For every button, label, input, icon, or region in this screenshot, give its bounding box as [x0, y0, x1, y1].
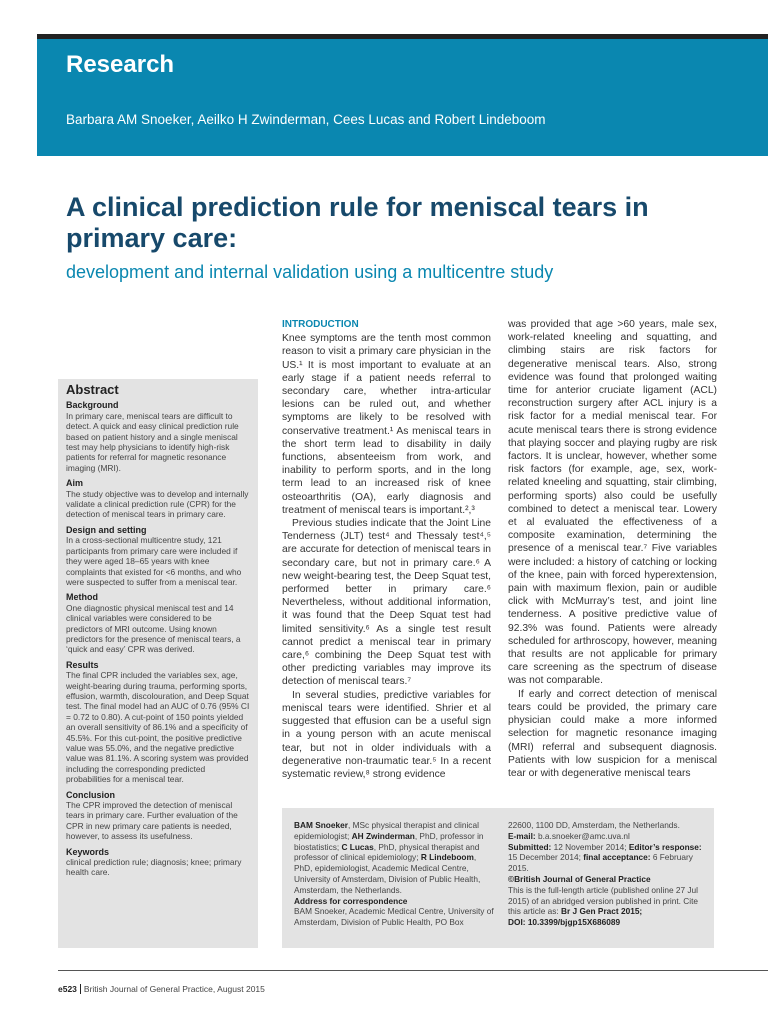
abstract-section-text: One diagnostic physical meniscal test and 14 clinical variables were considered to be predictors of MRI outcome. Using known predictors for the presence of meniscal tears, a ‘quick and easy’ CPR was derived.: [66, 602, 241, 655]
abstract-section-heading: Background: [66, 400, 119, 411]
abstract-section-text: The study objective was to develop and internally validate a clinical prediction rule (CPR) for the detection of meniscal tears in primary care.: [66, 488, 249, 520]
copyright-line: ©British Journal of General Practice: [508, 873, 651, 884]
email-line: E-mail: b.a.snoeker@amc.uva.nl: [508, 830, 630, 841]
citation-line: This is the full-length article (published online 27 Jul 2015) of an abridged version published in print. Cite this article as: Br J Gen Pract 2015;: [508, 884, 699, 917]
abstract-section-heading: Design and setting: [66, 524, 147, 535]
abstract-section-text: In primary care, meniscal tears are difficult to detect. A quick and easy clinical prediction rule based on patient history and a single meniscal test may help physicians to identify high-risk patients for referral for magnetic resonance imaging (MRI).: [66, 410, 239, 473]
article-meta-column: [508, 820, 710, 928]
page-number: e523: [58, 984, 81, 994]
author-list: Barbara AM Snoeker, Aeilko H Zwinderman, Cees Lucas and Robert Lindeboom: [66, 112, 546, 127]
abstract-section: [66, 478, 250, 520]
abstract-section-text: The final CPR included the variables sex, age, weight-bearing during trauma, performing sports, effusion, warmth, discolouration, and Deep Squat test. The final model had an AUC of 0.76 (95% CI = 0.72 to 0.80). A cut-point of 150 points yielded an overall sensitivity of 86.1% and a specificity of 45.5%. For this cut-point, the positive predictive value was 55.0%, and the negative predictive value was 81.1%. A scoring system was provided including the corresponding predicted probabilities for a meniscal tear.: [66, 670, 250, 785]
body-paragraph: In several studies, predictive variables for meniscal tears were identified. Shrier et al suggested that effusion can be a useful sign in a young person with an acute meniscal tear, but not in older individuals with a degenerative non-traumatic tear.⁵ In a recent systematic review,⁸ strong evidence: [282, 689, 491, 780]
author-info-box: [282, 808, 714, 948]
body-paragraph: Previous studies indicate that the Joint Line Tenderness (JLT) test⁴ and Thessaly test⁴,⁵ are accurate for detection of meniscal tears in secondary care, but not in primary care.⁶ A new weight-bearing test, the Deep Squat test, performed better in primary care.⁶ Nevertheless, without additional information, it was found that the Deep Squat test had limited sensitivity.⁶ As a single test result cannot predict a meniscal tear in primary care,⁶ combining the Deep Squat test with other predicting variables may improve its detection of meniscal tears.⁷: [282, 518, 491, 688]
abstract-section: [66, 400, 250, 473]
abstract-section: [66, 847, 250, 878]
abstract-heading: Abstract: [66, 382, 119, 397]
article-title: A clinical prediction rule for meniscal tears in primary care:: [66, 192, 649, 253]
abstract-section-heading: Keywords: [66, 846, 110, 857]
page-footer: [58, 984, 265, 994]
abstract-box: [58, 379, 258, 948]
journal-name: British Journal of General Practice, August 2015: [83, 984, 265, 994]
body-paragraph: If early and correct detection of meniscal tears could be provided, the primary care physician could make a more informed selection for magnetic resonance imaging (MRI) referral and subsequent diagnosis. Patients with low suspicion for a meniscal tear or with degenerative meniscal tears: [508, 688, 717, 779]
section-label: Research: [66, 51, 175, 78]
correspondence-heading: Address for correspondence: [294, 895, 408, 906]
body-paragraph: was provided that age >60 years, male sex, work-related kneeling and squatting, and climbing stairs are risk factors for degenerative meniscal tears. Also, strong evidence was found that prolonged waiting time for anterior cruciate ligament (ACL) reconstruction surgery after ACL injury is a risk factor for a medial meniscal tear. For acute meniscal tears there is strong evidence that playing soccer and playing rugby are risk factors. It is unclear, however, whether some risk factors (for example, age, sex, work-related kneeling and squatting, stair climbing, performing sports) also could be usefully combined to detect a meniscal tear. Lowery et al evaluated the effectiveness of a composite examination, determining the presence of a meniscal tear.⁷ Five variables were included: a history of catching or locking of the knee, pain with forced hyperextension, pain with maximum flexion, pain or audible click with McMurray’s test, and joint line tenderness. A positive predictive value of 92.3% was found. Patients were already scheduled for arthroscopy, however, meaning that results are not applicable for primary care screening as the spectrum of disease was not comparable.: [508, 319, 717, 687]
body-column-2: [508, 318, 717, 780]
email-link[interactable]: b.a.snoeker@amc.uva.nl: [535, 830, 630, 841]
abstract-section: [66, 660, 250, 785]
footer-rule: [58, 970, 768, 971]
doi-link[interactable]: DOI: 10.3399/bjgp15X686089: [508, 917, 621, 928]
abstract-section-text: In a cross-sectional multicentre study, 121 participants from primary care were included if they were aged 18–65 years with knee complaints that existed for <6 months, and who were suspected to suffer from a meniscal tear.: [66, 535, 242, 587]
correspondence-address: BAM Snoeker, Academic Medical Centre, University of Amsterdam, Division of Public Health, PO Box: [294, 906, 494, 928]
body-column-1: [282, 318, 491, 781]
abstract-section: [66, 525, 250, 587]
address-continued: 22600, 1100 DD, Amsterdam, the Netherlands.: [508, 820, 680, 830]
affiliations: BAM Snoeker, MSc physical therapist and clinical epidemiologist; AH Zwinderman, PhD, professor in biostatistics; C Lucas, PhD, physical therapist and professor of clinical epidemiology; R Lindeboom, PhD, epidemiologist, Academic Medical Centre, University of Amsterdam, Division of Public Health, Amsterdam, the Netherlands.: [294, 820, 484, 895]
abstract-section-heading: Method: [66, 592, 98, 603]
abstract-section-heading: Aim: [66, 478, 84, 489]
dates-line: Submitted: 12 November 2014; Editor’s response: 15 December 2014; final acceptance: 6 February 2015.: [508, 841, 702, 874]
body-paragraph: Knee symptoms are the tenth most common reason to visit a primary care physician in the US.¹ It is most important to evaluate at an early stage if a patient needs referral to secondary care, whether intra-articular lesions can be ruled out, and whether symptoms are likely to be resolved with conservative treatment.¹ As meniscal tears in the short term lead to disability in daily functions, absenteeism from work, and inability to perform sports, and in the long term lead to an increased risk of knee osteoarthritis (OA), early diagnosis and treatment of meniscal tears is important.²,³: [282, 333, 491, 516]
abstract-section-heading: Results: [66, 659, 99, 670]
abstract-section: [66, 592, 250, 654]
section-banner: [37, 39, 768, 156]
abstract-section-text: The CPR improved the detection of meniscal tears in primary care. Further evaluation of the CPR in new primary care patients is needed, however, to assess its usefulness.: [66, 800, 238, 842]
abstract-section-text: clinical prediction rule; diagnosis; knee; primary health care.: [66, 857, 242, 878]
affiliations-column: [294, 820, 496, 928]
introduction-heading: INTRODUCTION: [282, 319, 359, 330]
abstract-section-heading: Conclusion: [66, 789, 115, 800]
article-subtitle: development and internal validation using a multicentre study: [66, 262, 554, 282]
abstract-section: [66, 790, 250, 842]
